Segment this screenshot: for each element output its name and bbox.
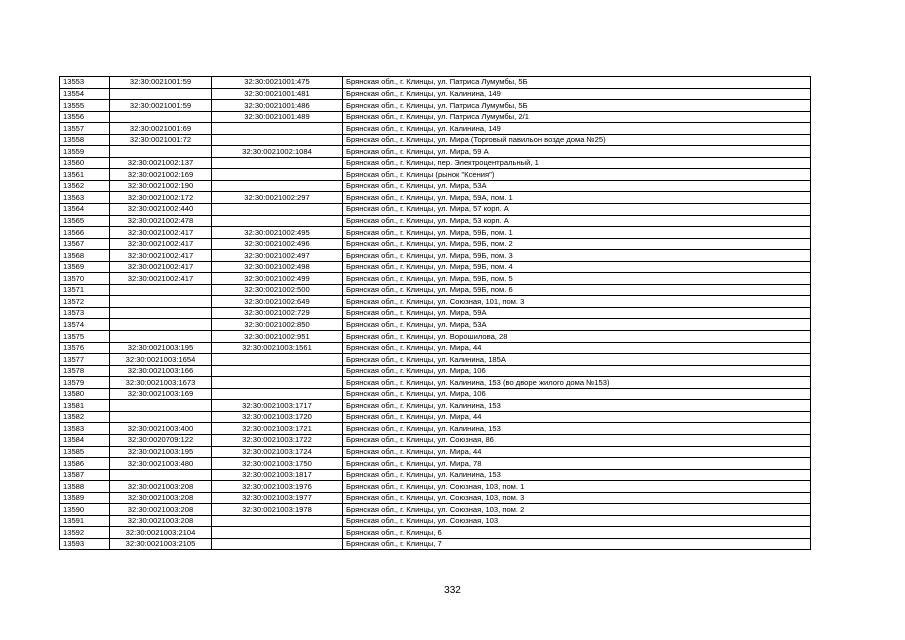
table-row xyxy=(60,204,811,216)
object-cadastral-number-cell: 32:30:0021003:1976 xyxy=(212,481,343,493)
cadastral-number-cell: 32:30:0021003:169 xyxy=(110,388,212,400)
object-cadastral-number-cell xyxy=(212,215,343,227)
object-cadastral-number-cell: 32:30:0021003:1720 xyxy=(212,411,343,423)
address-cell: Брянская обл., г. Клинцы, ул. Мира, 59Б, пом. 3 xyxy=(343,250,811,262)
row-number-cell: 13561 xyxy=(60,169,110,181)
table-row xyxy=(60,319,811,331)
row-number-cell: 13580 xyxy=(60,388,110,400)
cadastral-number-cell: 32:30:0021003:208 xyxy=(110,481,212,493)
cadastral-number-cell: 32:30:0021003:195 xyxy=(110,342,212,354)
object-cadastral-number-cell xyxy=(212,134,343,146)
table-row xyxy=(60,504,811,516)
address-cell: Брянская обл., г. Клинцы, ул. Мира, 106 xyxy=(343,365,811,377)
row-number-cell: 13581 xyxy=(60,400,110,412)
object-cadastral-number-cell: 32:30:0021002:495 xyxy=(212,227,343,239)
object-cadastral-number-cell xyxy=(212,354,343,366)
object-cadastral-number-cell: 32:30:0021003:1561 xyxy=(212,342,343,354)
object-cadastral-number-cell xyxy=(212,377,343,389)
address-cell: Брянская обл., г. Клинцы, ул. Мира (Торговый павильон возде дома №25) xyxy=(343,134,811,146)
address-cell: Брянская обл., г. Клинцы, ул. Мира, 57 корп. А xyxy=(343,204,811,216)
row-number-cell: 13553 xyxy=(60,77,110,89)
row-number-cell: 13587 xyxy=(60,469,110,481)
table-row xyxy=(60,354,811,366)
cadastral-number-cell: 32:30:0021003:2105 xyxy=(110,538,212,550)
row-number-cell: 13593 xyxy=(60,538,110,550)
table-row xyxy=(60,400,811,412)
row-number-cell: 13576 xyxy=(60,342,110,354)
address-cell: Брянская обл., г. Клинцы, ул. Мира, 44 xyxy=(343,342,811,354)
address-cell: Брянская обл., г. Клинцы, ул. Мира, 59Б, пом. 2 xyxy=(343,238,811,250)
object-cadastral-number-cell: 32:30:0021002:500 xyxy=(212,284,343,296)
row-number-cell: 13557 xyxy=(60,123,110,135)
row-number-cell: 13554 xyxy=(60,88,110,100)
table-row xyxy=(60,192,811,204)
cadastral-number-cell xyxy=(110,319,212,331)
address-cell: Брянская обл., г. Клинцы, ул. Союзная, 103, пом. 2 xyxy=(343,504,811,516)
cadastral-number-cell: 32:30:0021002:169 xyxy=(110,169,212,181)
object-cadastral-number-cell: 32:30:0021002:497 xyxy=(212,250,343,262)
cadastral-number-cell: 32:30:0021003:195 xyxy=(110,446,212,458)
table-row xyxy=(60,227,811,239)
table-row xyxy=(60,388,811,400)
address-cell: Брянская обл., г. Клинцы, ул. Калинина, 153 xyxy=(343,423,811,435)
address-cell: Брянская обл., г. Клинцы (рынок "Ксения") xyxy=(343,169,811,181)
page-number: 332 xyxy=(444,585,461,596)
address-cell: Брянская обл., г. Клинцы, ул. Калинина, 149 xyxy=(343,88,811,100)
object-cadastral-number-cell xyxy=(212,527,343,539)
registry-table xyxy=(59,76,811,550)
cadastral-number-cell xyxy=(110,88,212,100)
table-row xyxy=(60,411,811,423)
table-row xyxy=(60,377,811,389)
cadastral-number-cell: 32:30:0021003:1654 xyxy=(110,354,212,366)
row-number-cell: 13588 xyxy=(60,481,110,493)
cadastral-number-cell: 32:30:0021003:400 xyxy=(110,423,212,435)
object-cadastral-number-cell xyxy=(212,157,343,169)
table-row xyxy=(60,446,811,458)
row-number-cell: 13567 xyxy=(60,238,110,250)
table-row xyxy=(60,307,811,319)
cadastral-number-cell: 32:30:0021001:59 xyxy=(110,100,212,112)
cadastral-number-cell: 32:30:0021002:172 xyxy=(110,192,212,204)
row-number-cell: 13564 xyxy=(60,204,110,216)
row-number-cell: 13578 xyxy=(60,365,110,377)
table-row xyxy=(60,261,811,273)
table-row xyxy=(60,273,811,285)
cadastral-number-cell: 32:30:0021003:1673 xyxy=(110,377,212,389)
table-row xyxy=(60,423,811,435)
table-row xyxy=(60,527,811,539)
object-cadastral-number-cell: 32:30:0021002:850 xyxy=(212,319,343,331)
cadastral-number-cell xyxy=(110,411,212,423)
table-row xyxy=(60,515,811,527)
object-cadastral-number-cell: 32:30:0021001:475 xyxy=(212,77,343,89)
address-cell: Брянская обл., г. Клинцы, ул. Союзная, 103, пом. 3 xyxy=(343,492,811,504)
object-cadastral-number-cell: 32:30:0021003:1978 xyxy=(212,504,343,516)
table-row xyxy=(60,111,811,123)
registry-table-body xyxy=(60,77,811,550)
address-cell: Брянская обл., г. Клинцы, 7 xyxy=(343,538,811,550)
cadastral-number-cell xyxy=(110,331,212,343)
row-number-cell: 13575 xyxy=(60,331,110,343)
table-row xyxy=(60,296,811,308)
row-number-cell: 13583 xyxy=(60,423,110,435)
address-cell: Брянская обл., г. Клинцы, ул. Калинина, 153 xyxy=(343,400,811,412)
cadastral-number-cell: 32:30:0021002:190 xyxy=(110,180,212,192)
address-cell: Брянская обл., г. Клинцы, ул. Мира, 59А, пом. 1 xyxy=(343,192,811,204)
table-row xyxy=(60,284,811,296)
table-row xyxy=(60,169,811,181)
cadastral-number-cell xyxy=(110,284,212,296)
address-cell: Брянская обл., г. Клинцы, ул. Патриса Лумумбы, 5Б xyxy=(343,77,811,89)
row-number-cell: 13560 xyxy=(60,157,110,169)
row-number-cell: 13563 xyxy=(60,192,110,204)
object-cadastral-number-cell: 32:30:0021002:729 xyxy=(212,307,343,319)
table-row xyxy=(60,157,811,169)
object-cadastral-number-cell: 32:30:0021003:1724 xyxy=(212,446,343,458)
row-number-cell: 13590 xyxy=(60,504,110,516)
table-row xyxy=(60,146,811,158)
table-row xyxy=(60,100,811,112)
row-number-cell: 13584 xyxy=(60,434,110,446)
object-cadastral-number-cell: 32:30:0021002:498 xyxy=(212,261,343,273)
row-number-cell: 13589 xyxy=(60,492,110,504)
table-row xyxy=(60,88,811,100)
address-cell: Брянская обл., г. Клинцы, пер. Электроцентральный, 1 xyxy=(343,157,811,169)
object-cadastral-number-cell: 32:30:0021001:486 xyxy=(212,100,343,112)
row-number-cell: 13572 xyxy=(60,296,110,308)
row-number-cell: 13577 xyxy=(60,354,110,366)
cadastral-number-cell: 32:30:0021002:417 xyxy=(110,250,212,262)
row-number-cell: 13569 xyxy=(60,261,110,273)
row-number-cell: 13568 xyxy=(60,250,110,262)
table-row xyxy=(60,365,811,377)
table-row xyxy=(60,538,811,550)
table-row xyxy=(60,215,811,227)
object-cadastral-number-cell: 32:30:0021002:297 xyxy=(212,192,343,204)
address-cell: Брянская обл., г. Клинцы, ул. Мира, 106 xyxy=(343,388,811,400)
cadastral-number-cell: 32:30:0021003:208 xyxy=(110,504,212,516)
address-cell: Брянская обл., г. Клинцы, ул. Мира, 59Б, пом. 6 xyxy=(343,284,811,296)
address-cell: Брянская обл., г. Клинцы, ул. Союзная, 101, пом. 3 xyxy=(343,296,811,308)
row-number-cell: 13573 xyxy=(60,307,110,319)
cadastral-number-cell: 32:30:0021002:417 xyxy=(110,273,212,285)
row-number-cell: 13579 xyxy=(60,377,110,389)
object-cadastral-number-cell: 32:30:0021001:489 xyxy=(212,111,343,123)
address-cell: Брянская обл., г. Клинцы, ул. Ворошилова, 28 xyxy=(343,331,811,343)
row-number-cell: 13571 xyxy=(60,284,110,296)
object-cadastral-number-cell: 32:30:0021002:951 xyxy=(212,331,343,343)
address-cell: Брянская обл., г. Клинцы, ул. Мира, 59Б, пом. 1 xyxy=(343,227,811,239)
row-number-cell: 13570 xyxy=(60,273,110,285)
object-cadastral-number-cell xyxy=(212,180,343,192)
table-row xyxy=(60,123,811,135)
object-cadastral-number-cell: 32:30:0021002:496 xyxy=(212,238,343,250)
table-row xyxy=(60,492,811,504)
row-number-cell: 13585 xyxy=(60,446,110,458)
row-number-cell: 13556 xyxy=(60,111,110,123)
cadastral-number-cell: 32:30:0021001:72 xyxy=(110,134,212,146)
table-row xyxy=(60,134,811,146)
address-cell: Брянская обл., г. Клинцы, ул. Мира, 53А xyxy=(343,319,811,331)
row-number-cell: 13582 xyxy=(60,411,110,423)
table-row xyxy=(60,481,811,493)
cadastral-number-cell xyxy=(110,296,212,308)
cadastral-number-cell xyxy=(110,307,212,319)
object-cadastral-number-cell: 32:30:0021001:481 xyxy=(212,88,343,100)
row-number-cell: 13566 xyxy=(60,227,110,239)
row-number-cell: 13555 xyxy=(60,100,110,112)
table-row xyxy=(60,458,811,470)
address-cell: Брянская обл., г. Клинцы, ул. Патриса Лумумбы, 2/1 xyxy=(343,111,811,123)
cadastral-number-cell: 32:30:0021002:417 xyxy=(110,238,212,250)
table-row xyxy=(60,469,811,481)
object-cadastral-number-cell: 32:30:0021003:1717 xyxy=(212,400,343,412)
row-number-cell: 13592 xyxy=(60,527,110,539)
address-cell: Брянская обл., г. Клинцы, ул. Калинина, 153 xyxy=(343,469,811,481)
address-cell: Брянская обл., г. Клинцы, ул. Мира, 59А xyxy=(343,307,811,319)
cadastral-number-cell xyxy=(110,111,212,123)
table-row xyxy=(60,331,811,343)
cadastral-number-cell: 32:30:0021002:417 xyxy=(110,261,212,273)
object-cadastral-number-cell xyxy=(212,538,343,550)
address-cell: Брянская обл., г. Клинцы, ул. Мира, 59Б, пом. 4 xyxy=(343,261,811,273)
cadastral-number-cell: 32:30:0021002:137 xyxy=(110,157,212,169)
object-cadastral-number-cell xyxy=(212,169,343,181)
address-cell: Брянская обл., г. Клинцы, 6 xyxy=(343,527,811,539)
address-cell: Брянская обл., г. Клинцы, ул. Калинина, 185А xyxy=(343,354,811,366)
row-number-cell: 13574 xyxy=(60,319,110,331)
table-row xyxy=(60,434,811,446)
address-cell: Брянская обл., г. Клинцы, ул. Калинина, 153 (во дворе жилого дома №153) xyxy=(343,377,811,389)
table-row xyxy=(60,77,811,89)
object-cadastral-number-cell xyxy=(212,365,343,377)
cadastral-number-cell: 32:30:0021002:417 xyxy=(110,227,212,239)
address-cell: Брянская обл., г. Клинцы, ул. Союзная, 103, пом. 1 xyxy=(343,481,811,493)
address-cell: Брянская обл., г. Клинцы, ул. Мира, 53А xyxy=(343,180,811,192)
row-number-cell: 13591 xyxy=(60,515,110,527)
object-cadastral-number-cell: 32:30:0021003:1817 xyxy=(212,469,343,481)
address-cell: Брянская обл., г. Клинцы, ул. Мира, 78 xyxy=(343,458,811,470)
row-number-cell: 13562 xyxy=(60,180,110,192)
object-cadastral-number-cell: 32:30:0021003:1722 xyxy=(212,434,343,446)
cadastral-number-cell: 32:30:0021002:440 xyxy=(110,204,212,216)
cadastral-number-cell: 32:30:0021003:166 xyxy=(110,365,212,377)
object-cadastral-number-cell xyxy=(212,123,343,135)
address-cell: Брянская обл., г. Клинцы, ул. Мира, 59 А xyxy=(343,146,811,158)
cadastral-number-cell xyxy=(110,146,212,158)
cadastral-number-cell: 32:30:0021002:478 xyxy=(110,215,212,227)
object-cadastral-number-cell: 32:30:0021003:1977 xyxy=(212,492,343,504)
object-cadastral-number-cell xyxy=(212,388,343,400)
cadastral-number-cell: 32:30:0020709:122 xyxy=(110,434,212,446)
object-cadastral-number-cell: 32:30:0021002:499 xyxy=(212,273,343,285)
object-cadastral-number-cell xyxy=(212,515,343,527)
address-cell: Брянская обл., г. Клинцы, ул. Мира, 44 xyxy=(343,446,811,458)
address-cell: Брянская обл., г. Клинцы, ул. Патриса Лумумбы, 5Б xyxy=(343,100,811,112)
table-row xyxy=(60,238,811,250)
object-cadastral-number-cell: 32:30:0021002:1084 xyxy=(212,146,343,158)
cadastral-number-cell: 32:30:0021003:480 xyxy=(110,458,212,470)
row-number-cell: 13586 xyxy=(60,458,110,470)
table-row xyxy=(60,342,811,354)
cadastral-number-cell: 32:30:0021001:59 xyxy=(110,77,212,89)
cadastral-number-cell: 32:30:0021003:2104 xyxy=(110,527,212,539)
row-number-cell: 13558 xyxy=(60,134,110,146)
cadastral-number-cell xyxy=(110,469,212,481)
cadastral-number-cell: 32:30:0021001:69 xyxy=(110,123,212,135)
table-row xyxy=(60,250,811,262)
address-cell: Брянская обл., г. Клинцы, ул. Мира, 53 корп. А xyxy=(343,215,811,227)
row-number-cell: 13559 xyxy=(60,146,110,158)
cadastral-number-cell xyxy=(110,400,212,412)
object-cadastral-number-cell xyxy=(212,204,343,216)
row-number-cell: 13565 xyxy=(60,215,110,227)
object-cadastral-number-cell: 32:30:0021003:1750 xyxy=(212,458,343,470)
address-cell: Брянская обл., г. Клинцы, ул. Калинина, 149 xyxy=(343,123,811,135)
address-cell: Брянская обл., г. Клинцы, ул. Союзная, 103 xyxy=(343,515,811,527)
object-cadastral-number-cell: 32:30:0021003:1721 xyxy=(212,423,343,435)
address-cell: Брянская обл., г. Клинцы, ул. Союзная, 86 xyxy=(343,434,811,446)
object-cadastral-number-cell: 32:30:0021002:649 xyxy=(212,296,343,308)
address-cell: Брянская обл., г. Клинцы, ул. Мира, 44 xyxy=(343,411,811,423)
table-row xyxy=(60,180,811,192)
cadastral-number-cell: 32:30:0021003:208 xyxy=(110,492,212,504)
address-cell: Брянская обл., г. Клинцы, ул. Мира, 59Б, пом. 5 xyxy=(343,273,811,285)
cadastral-number-cell: 32:30:0021003:208 xyxy=(110,515,212,527)
